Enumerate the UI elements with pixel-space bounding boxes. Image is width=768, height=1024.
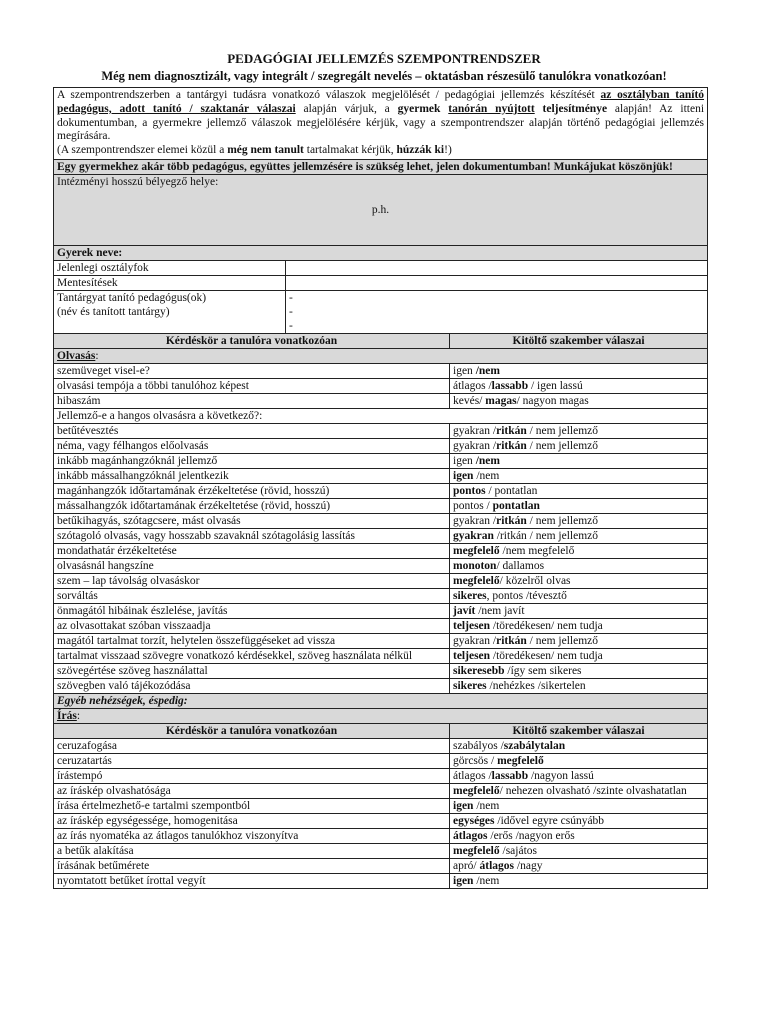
answer-option[interactable]: igen <box>453 469 474 482</box>
answer-option[interactable]: magas <box>485 394 517 407</box>
stamp-placeholder: p.h. <box>371 203 390 216</box>
answer-option[interactable]: szabálytalan <box>503 739 566 752</box>
class-label: Jelenlegi osztályfok <box>54 260 286 275</box>
answer-cell[interactable] <box>450 828 708 843</box>
question-cell: ceruzatartás <box>54 753 450 768</box>
table-row <box>54 558 708 573</box>
table-row <box>54 543 708 558</box>
reading-heading-row <box>54 348 708 363</box>
table-row <box>54 363 708 378</box>
answer-option[interactable]: /nagy <box>514 859 543 872</box>
answer-cell[interactable] <box>450 588 708 603</box>
teacher-dash: - <box>289 319 293 332</box>
answer-option[interactable]: gyakran / <box>453 424 497 437</box>
answer-option[interactable]: /idővel egyre csúnyább <box>494 814 605 827</box>
answer-option[interactable]: /töredékesen/ nem tudja <box>490 649 603 662</box>
answer-cell[interactable] <box>450 393 708 408</box>
table-row <box>54 438 708 453</box>
question-cell: sorváltás <box>54 588 450 603</box>
answer-option[interactable]: / igen lassú <box>528 379 583 392</box>
answer-cell[interactable] <box>450 498 708 513</box>
table-row <box>54 588 708 603</box>
question-cell: a betűk alakítása <box>54 843 450 858</box>
question-cell: önmagától hibáinak észlelése, javítás <box>54 603 450 618</box>
question-cell: az íráskép egységessége, homogenitása <box>54 813 450 828</box>
table-row <box>54 828 708 843</box>
answer-cell[interactable] <box>450 468 708 483</box>
column-header-question: Kérdéskör a tanulóra vonatkozóan <box>54 723 450 738</box>
table-row <box>54 423 708 438</box>
answer-option[interactable]: kevés/ <box>453 394 486 407</box>
answer-cell[interactable] <box>450 648 708 663</box>
reading-other-difficulties: Egyéb nehézségek, éspedig: <box>54 693 708 708</box>
question-cell: írástempó <box>54 768 450 783</box>
table-row <box>54 603 708 618</box>
table-row <box>54 678 708 693</box>
answer-cell[interactable] <box>450 483 708 498</box>
answer-option[interactable]: egységes <box>453 814 495 827</box>
answer-option[interactable]: lassabb <box>491 769 529 782</box>
question-cell: hibaszám <box>54 393 450 408</box>
answer-cell[interactable] <box>450 378 708 393</box>
table-row <box>54 618 708 633</box>
table-row <box>54 573 708 588</box>
answer-option[interactable]: görcsös / <box>453 754 498 767</box>
answer-cell[interactable] <box>450 798 708 813</box>
answer-option[interactable]: átlagos / <box>453 769 492 782</box>
answer-cell[interactable] <box>450 783 708 798</box>
question-cell: szövegértése szöveg használattal <box>54 663 450 678</box>
answer-cell[interactable] <box>450 558 708 573</box>
writing-heading-row <box>54 708 708 723</box>
answer-option[interactable]: pontos <box>453 484 486 497</box>
answer-option[interactable]: gyakran / <box>453 514 497 527</box>
stamp-row <box>54 174 708 245</box>
answer-cell[interactable] <box>450 363 708 378</box>
answer-option[interactable]: teljesen <box>453 619 491 632</box>
answer-option[interactable]: igen <box>453 799 474 812</box>
student-name-label: Gyerek neve: <box>54 245 708 260</box>
answer-cell[interactable] <box>450 423 708 438</box>
notice-text: Egy gyermekhez akár több pedagógus, együttes jellemzésére is szükség lehet, jelen dokumentumban! Munkájukat köszönjük! <box>54 159 708 174</box>
question-cell: betűkihagyás, szótagcsere, mást olvasás <box>54 513 450 528</box>
answer-option[interactable]: /nem <box>473 874 500 887</box>
question-cell: írása értelmezhető-e tartalmi szempontból <box>54 798 450 813</box>
student-name-row <box>54 245 708 260</box>
answer-cell[interactable] <box>450 753 708 768</box>
stamp-label: Intézményi hosszú bélyegző helye: <box>57 175 219 188</box>
table-row <box>54 753 708 768</box>
table-row <box>54 393 708 408</box>
answer-option[interactable]: gyakran / <box>453 439 497 452</box>
answer-cell[interactable] <box>450 663 708 678</box>
answer-option[interactable]: /nem javít <box>475 604 525 617</box>
answer-option[interactable]: átlagos <box>479 859 515 872</box>
class-field[interactable] <box>286 260 708 275</box>
page-subtitle: Még nem diagnosztizált, vagy integrált / szegregált nevelés – oktatásban részesülő tanulókra vonatkozóan! <box>101 69 667 83</box>
answer-cell[interactable] <box>450 843 708 858</box>
reading-column-header-row <box>54 333 708 348</box>
answer-option[interactable]: /töredékesen/ nem tudja <box>490 619 603 632</box>
student-exemptions-row <box>54 275 708 290</box>
table-row <box>54 483 708 498</box>
assessment-form <box>53 87 708 889</box>
answer-option[interactable]: ritkán <box>496 439 527 452</box>
question-cell: szövegben való tájékozódása <box>54 678 450 693</box>
answer-option[interactable]: /nehézkes /sikertelen <box>486 679 586 692</box>
stamp-area[interactable] <box>54 174 708 245</box>
answer-option[interactable]: megfelelő <box>453 544 500 557</box>
table-row <box>54 498 708 513</box>
question-cell: inkább magánhangzóknál jellemző <box>54 453 450 468</box>
table-row <box>54 633 708 648</box>
answer-option[interactable]: / nem jellemző <box>526 514 598 527</box>
answer-option[interactable]: / nem jellemző <box>526 424 598 437</box>
answer-cell[interactable] <box>450 438 708 453</box>
answer-option[interactable]: /nem <box>475 454 500 467</box>
answer-option[interactable]: / nagyon magas <box>516 394 589 407</box>
notice-row <box>54 159 708 174</box>
answer-option[interactable]: apró/ <box>453 859 480 872</box>
table-row <box>54 798 708 813</box>
answer-option[interactable]: /nem megfelelő <box>499 544 575 557</box>
question-cell: magánhangzók időtartamának érzékeltetése (rövid, hosszú) <box>54 483 450 498</box>
answer-option[interactable]: , pontos /tévesztő <box>486 589 567 602</box>
answer-cell[interactable] <box>450 858 708 873</box>
answer-option[interactable]: monoton <box>453 559 497 572</box>
answer-cell[interactable] <box>450 873 708 888</box>
teacher-dash: - <box>289 305 293 318</box>
table-row <box>54 873 708 888</box>
answer-cell[interactable] <box>450 633 708 648</box>
answer-option[interactable]: / nem jellemző <box>526 439 598 452</box>
answer-option[interactable]: megfelelő <box>497 754 544 767</box>
question-cell: magától tartalmat torzít, helytelen összefüggéseket ad vissza <box>54 633 450 648</box>
page-title: PEDAGÓGIAI JELLEMZÉS SZEMPONTRENDSZER <box>227 51 541 66</box>
question-cell: ceruzafogása <box>54 738 450 753</box>
answer-cell[interactable] <box>450 513 708 528</box>
answer-cell[interactable] <box>450 528 708 543</box>
table-row <box>54 513 708 528</box>
teacher-row <box>54 290 708 333</box>
exemptions-field[interactable] <box>286 275 708 290</box>
question-cell: szem – lap távolság olvasáskor <box>54 573 450 588</box>
table-row <box>54 468 708 483</box>
student-class-row <box>54 260 708 275</box>
answer-cell[interactable] <box>450 603 708 618</box>
answer-option[interactable]: sikeresebb <box>453 664 505 677</box>
answer-option[interactable]: igen <box>453 874 474 887</box>
table-row <box>54 453 708 468</box>
reading-other-row <box>54 693 708 708</box>
answer-cell[interactable] <box>450 813 708 828</box>
answer-option[interactable]: átlagos / <box>453 379 492 392</box>
answer-option[interactable]: ritkán <box>496 634 527 647</box>
answer-cell[interactable] <box>450 453 708 468</box>
table-row <box>54 663 708 678</box>
answer-option[interactable]: / pontatlan <box>485 484 538 497</box>
table-row <box>54 378 708 393</box>
answer-cell[interactable] <box>450 618 708 633</box>
question-cell: betűtévesztés <box>54 423 450 438</box>
answer-cell[interactable] <box>450 738 708 753</box>
answer-cell[interactable] <box>450 543 708 558</box>
answer-option[interactable]: átlagos <box>453 829 488 842</box>
answer-option[interactable]: megfelelő <box>453 844 500 857</box>
answer-option[interactable]: teljesen <box>453 649 491 662</box>
answer-option[interactable]: sikeres <box>453 589 487 602</box>
question-cell: nyomtatott betűket írottal vegyít <box>54 873 450 888</box>
answer-option[interactable]: /erős /nagyon erős <box>487 829 575 842</box>
answer-option[interactable]: lassabb <box>491 379 529 392</box>
answer-option[interactable]: megfelelő <box>453 574 500 587</box>
writing-heading: Írás: <box>54 708 708 723</box>
answer-option[interactable]: /nem <box>475 364 500 377</box>
question-cell: szótagoló olvasás, vagy hosszabb szavaknál szótagolásig lassítás <box>54 528 450 543</box>
answer-option[interactable]: javít <box>453 604 476 617</box>
answer-option[interactable]: / dallamos <box>496 559 545 572</box>
answer-option[interactable]: szabályos / <box>453 739 504 752</box>
answer-cell[interactable] <box>450 768 708 783</box>
question-cell: az írás nyomatéka az átlagos tanulókhoz viszonyítva <box>54 828 450 843</box>
intro-text: A szempontrendszerben a tantárgyi tudásra vonatkozó válaszok megjelölését / pedagógiai jellemzés készítését az osztályban tanító pedagógus, adott tanító / szaktanár válaszai alapján várjuk, a gyermek tanórán nyújtott teljesítménye alapján! Az itteni dokumentumban, a gyermekre jellemző válaszok megjelölésére kérjük, vagy a szempontrendszer alapján történő pedagógiai jellemzés megírására. (A szempontrendszer elemei közül a még nem tanult tartalmakat kérjük, húzzák ki!) <box>54 88 708 160</box>
reading-heading: Olvasás: <box>54 348 708 363</box>
answer-option[interactable]: megfelelő <box>453 784 500 797</box>
answer-option[interactable]: sikeres <box>453 679 487 692</box>
question-cell: néma, vagy félhangos előolvasás <box>54 438 450 453</box>
teacher-dash: - <box>289 291 293 304</box>
table-row <box>54 813 708 828</box>
answer-option[interactable]: / közelről olvas <box>499 574 571 587</box>
column-header-answer: Kitöltő szakember válaszai <box>450 333 708 348</box>
exemptions-label: Mentesítések <box>54 275 286 290</box>
question-cell: tartalmat visszaad szövegre vonatkozó kérdésekkel, szöveg használata nélkül <box>54 648 450 663</box>
intro-row <box>54 88 708 160</box>
answer-option[interactable]: igen <box>453 364 476 377</box>
column-header-answer: Kitöltő szakember válaszai <box>450 723 708 738</box>
answer-option[interactable]: ritkán <box>496 514 527 527</box>
table-row <box>54 528 708 543</box>
answer-option[interactable]: igen <box>453 454 476 467</box>
writing-column-header-row <box>54 723 708 738</box>
answer-option[interactable]: ritkán <box>496 424 527 437</box>
answer-option[interactable]: / nem jellemző <box>526 634 598 647</box>
answer-option[interactable]: pontos / <box>453 499 493 512</box>
teacher-field[interactable] <box>286 290 708 333</box>
answer-cell[interactable] <box>450 573 708 588</box>
table-row <box>54 768 708 783</box>
question-cell: mondathatár érzékeltetése <box>54 543 450 558</box>
answer-option[interactable]: /nem <box>473 469 500 482</box>
question-cell: olvasásnál hangszíne <box>54 558 450 573</box>
column-header-question: Kérdéskör a tanulóra vonatkozóan <box>54 333 450 348</box>
answer-option[interactable]: / nehezen olvasható /szinte olvashatatlan <box>499 784 687 797</box>
question-cell: mássalhangzók időtartamának érzékeltetése (rövid, hosszú) <box>54 498 450 513</box>
table-row <box>54 843 708 858</box>
question-cell: inkább mássalhangzóknál jelentkezik <box>54 468 450 483</box>
table-row <box>54 858 708 873</box>
reading-subheading: Jellemző-e a hangos olvasásra a következő?: <box>54 408 708 423</box>
table-row <box>54 783 708 798</box>
question-cell: az íráskép olvashatósága <box>54 783 450 798</box>
question-cell: olvasási tempója a többi tanulóhoz képest <box>54 378 450 393</box>
answer-option[interactable]: /sajátos <box>499 844 537 857</box>
question-cell: írásának betűmérete <box>54 858 450 873</box>
table-row <box>54 738 708 753</box>
answer-option[interactable]: /nagyon lassú <box>528 769 594 782</box>
answer-option[interactable]: gyakran / <box>453 634 497 647</box>
question-cell: az olvasottakat szóban visszaadja <box>54 618 450 633</box>
answer-cell[interactable] <box>450 678 708 693</box>
table-row <box>54 648 708 663</box>
answer-option[interactable]: gyakran <box>453 529 494 542</box>
answer-option[interactable]: pontatlan <box>492 499 540 512</box>
answer-option[interactable]: /nem <box>473 799 500 812</box>
teacher-label: Tantárgyat tanító pedagógus(ok) (név és tanított tantárgy) <box>54 290 286 333</box>
answer-option[interactable]: /ritkán / nem jellemző <box>493 529 599 542</box>
answer-option[interactable]: /így sem sikeres <box>504 664 582 677</box>
question-cell: szemüveget visel-e? <box>54 363 450 378</box>
reading-subheading-row <box>54 408 708 423</box>
